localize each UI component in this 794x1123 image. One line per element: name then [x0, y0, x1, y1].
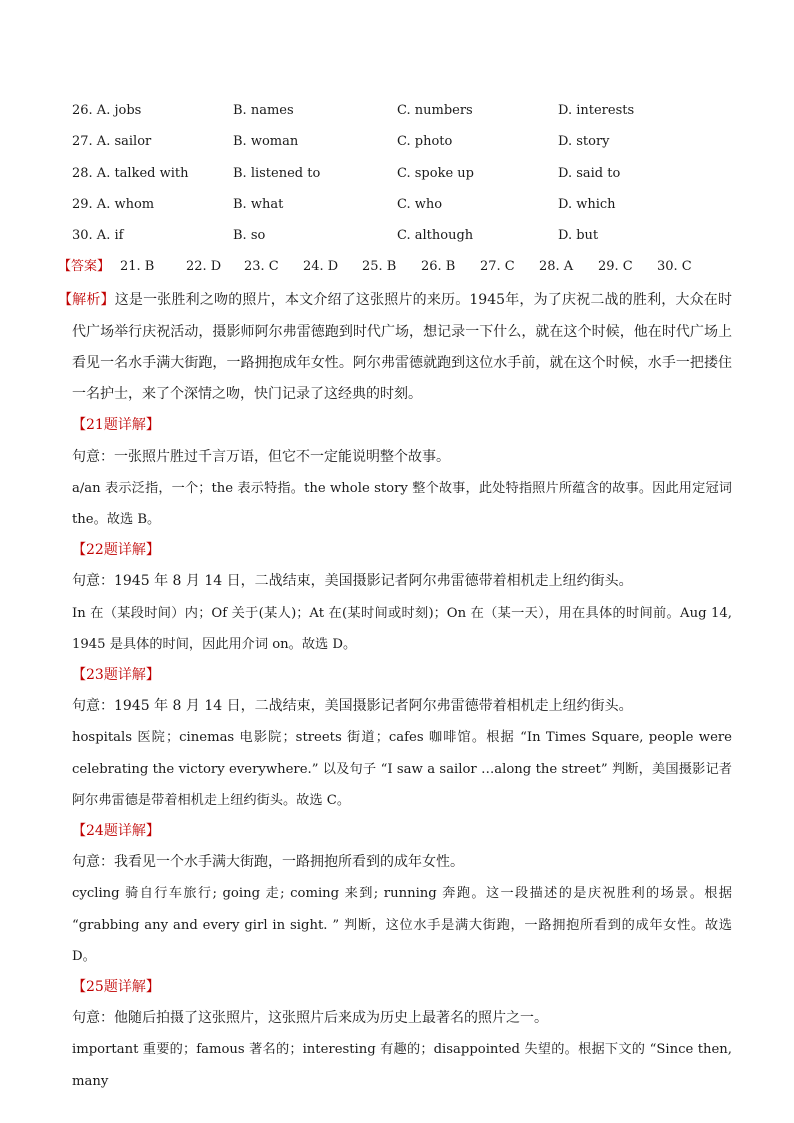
- detail-explanation: cycling 骑自行车旅行; going 走; coming 来到; running 奔跑。这一段描述的是庆祝胜利的场景。根据 “grabbing any and every girl in sight. ” 判断，这位水手是满大街跑，一路拥抱所看到的成年女性。故选 D。: [72, 886, 732, 964]
- detail-heading: 【23题详解】: [72, 666, 160, 683]
- option-c: C. numbers: [397, 103, 473, 118]
- option-a: 26. A. jobs: [72, 103, 142, 118]
- option-d: D. said to: [558, 165, 621, 181]
- option-c: C. who: [397, 196, 443, 212]
- option-b: B. so: [233, 228, 266, 244]
- option-d: D. but: [558, 228, 599, 244]
- option-c: C. spoke up: [397, 165, 474, 181]
- detail-heading: 【21题详解】: [72, 417, 160, 434]
- question-row: [72, 192, 732, 223]
- detail-heading: 【22题详解】: [72, 542, 160, 559]
- analysis-text: 这是一张胜利之吻的照片，本文介绍了这张照片的来历。1945年，为了庆祝二战的胜利，大众在时代广场举行庆祝活动，摄影师阿尔弗雷德跑到时代广场，想记录一下什么，就在这个时候，他在时代广场上看见一名水手满大街跑，一路拥抱成年女性。阿尔弗雷德就跑到这位水手前，就在这个时候，水手一把搂住一名护士，来了个深情之吻，快门记录了这经典的时刻。: [72, 292, 732, 403]
- question-options: [72, 98, 732, 254]
- option-a: 30. A. if: [72, 228, 124, 244]
- answer-tag: 【答案】: [58, 259, 111, 275]
- answer-item: 24. D: [303, 259, 339, 275]
- option-a: 27. A. sailor: [72, 134, 152, 150]
- option-c: C. although: [397, 228, 474, 244]
- question-row: [72, 223, 732, 254]
- option-b: B. names: [233, 103, 294, 118]
- answer-item: 23. C: [244, 259, 279, 275]
- answer-item: 22. D: [186, 259, 222, 275]
- answer-item: 25. B: [362, 259, 397, 275]
- option-b: B. woman: [233, 134, 299, 150]
- answer-item: 30. C: [657, 259, 692, 275]
- option-a: 29. A. whom: [72, 196, 155, 212]
- detail-explanation: important 重要的；famous 著名的；interesting 有趣的；disappointed 失望的。根据下文的 “Since then, many: [72, 1042, 732, 1089]
- detail-sentence: 句意：一张照片胜过千言万语，但它不一定能说明整个故事。: [72, 448, 450, 465]
- detail-sentence: 句意：1945 年 8 月 14 日，二战结束，美国摄影记者阿尔弗雷德带着相机走上纽约街头。: [72, 698, 633, 715]
- answer-key: [58, 254, 732, 285]
- option-a: 28. A. talked with: [72, 165, 189, 181]
- question-row: [72, 98, 732, 129]
- detail-sentence: 句意：1945 年 8 月 14 日，二战结束，美国摄影记者阿尔弗雷德带着相机走上纽约街头。: [72, 573, 633, 590]
- analysis-paragraph: [58, 285, 732, 410]
- detail-explanation: a/an 表示泛指，一个；the 表示特指。the whole story 整个故事，此处特指照片所蕴含的故事。因此用定冠词 the。故选 B。: [72, 480, 732, 527]
- question-row: [72, 161, 732, 192]
- option-d: D. which: [558, 196, 616, 212]
- option-b: B. what: [233, 196, 284, 212]
- detail-sentence: 句意：他随后拍摄了这张照片，这张照片后来成为历史上最著名的照片之一。: [72, 1010, 548, 1027]
- analysis-tag: 【解析】: [58, 292, 115, 309]
- answer-item: 26. B: [421, 259, 456, 275]
- detail-sentence: 句意：我看见一个水手满大街跑，一路拥抱所看到的成年女性。: [72, 854, 464, 871]
- answer-item: 27. C: [480, 259, 515, 275]
- option-d: D. story: [558, 134, 610, 150]
- option-c: C. photo: [397, 134, 453, 150]
- detail-explanation: hospitals 医院；cinemas 电影院；streets 街道；cafes 咖啡馆。根据 “In Times Square, people were celebrating the victory everywhere.” 以及句子 “I saw a sailor …along the street” 判断，美国摄影记者阿尔弗雷德是带着相机走上纽约街头。故选 C。: [72, 730, 732, 808]
- option-b: B. listened to: [233, 165, 321, 181]
- answer-item: 29. C: [598, 259, 633, 275]
- option-d: D. interests: [558, 103, 635, 118]
- answer-item: 21. B: [120, 259, 155, 275]
- answer-item: 28. A: [539, 259, 574, 275]
- detail-heading: 【24题详解】: [72, 822, 160, 839]
- detail-explanation: In 在（某段时间）内；Of 关于(某人)；At 在(某时间或时刻)；On 在（某一天），用在具体的时间前。Aug 14, 1945 是具体的时间，因此用介词 on。故选 D。: [72, 605, 732, 652]
- question-row: [72, 129, 732, 160]
- detail-heading: 【25题详解】: [72, 978, 160, 995]
- document-page: [58, 98, 732, 1097]
